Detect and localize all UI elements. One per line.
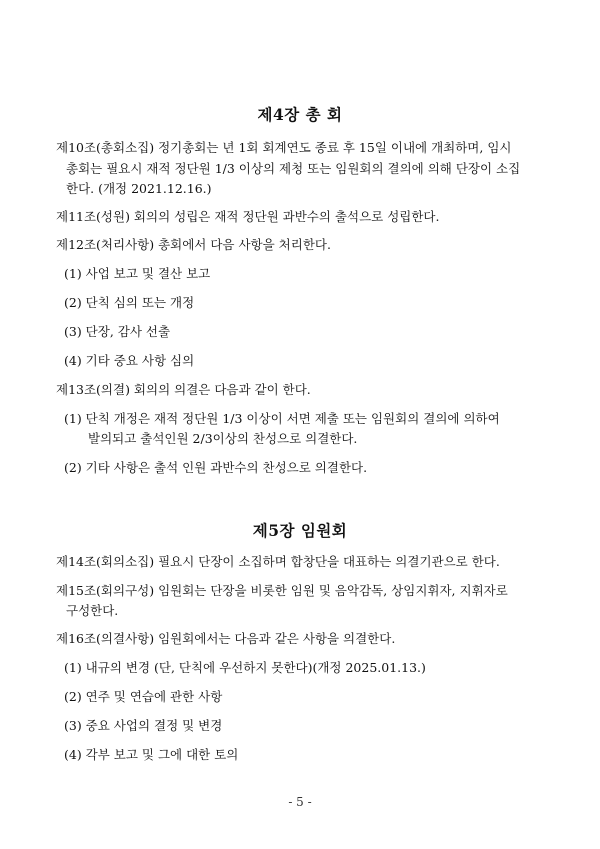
- article-12-item-3: (3) 단장, 감사 선출: [64, 324, 171, 339]
- article-16-item-1: (1) 내규의 변경 (단, 단칙에 우선하지 못한다)(개정 2025.01.13.): [64, 660, 426, 675]
- article-12-item-1: (1) 사업 보고 및 결산 보고: [64, 266, 211, 281]
- article-16-item-4: (4) 각부 보고 및 그에 대한 토의: [64, 747, 239, 762]
- article-12-item-4: (4) 기타 중요 사항 심의: [64, 353, 195, 368]
- article-12-item-2: (2) 단칙 심의 또는 개정: [64, 295, 195, 310]
- article-14: 제14조(회의소집) 필요시 단장이 소집하며 합창단을 대표하는 의결기관으로 한다.: [56, 554, 500, 569]
- article-16-item-2: (2) 연주 및 연습에 관한 사항: [64, 689, 223, 704]
- article-16-item-3: (3) 중요 사업의 결정 및 변경: [64, 718, 223, 733]
- article-13-item-1-line-2: 발의되고 출석인원 2/3이상의 찬성으로 의결한다.: [88, 431, 358, 446]
- article-13-item-1-line-1: (1) 단칙 개정은 재적 정단원 1/3 이상이 서면 제출 또는 임원회의 결의에 의하여: [64, 411, 500, 426]
- article-13: 제13조(의결) 회의의 의결은 다음과 같이 한다.: [56, 382, 311, 397]
- chapter-5-title: 제5장 임원회: [252, 521, 348, 540]
- article-12: 제12조(처리사항) 총회에서 다음 사항을 처리한다.: [56, 237, 331, 252]
- article-10-line-3: 한다. (개정 2021.12.16.): [66, 181, 212, 196]
- article-10-line-1: 제10조(총회소집) 정기총회는 년 1회 회계연도 종료 후 15일 이내에 개최하며, 임시: [56, 140, 512, 155]
- page-number: - 5 -: [288, 795, 312, 809]
- article-15-line-1: 제15조(회의구성) 임원회는 단장을 비롯한 임원 및 음악감독, 상임지휘자, 지휘자로: [56, 583, 508, 598]
- article-15-line-2: 구성한다.: [66, 603, 119, 618]
- chapter-4-title: 제4장 총 회: [257, 105, 343, 124]
- article-10-line-2: 총회는 필요시 재적 정단원 1/3 이상의 제청 또는 임원회의 결의에 의해 단장이 소집: [66, 161, 521, 176]
- article-16: 제16조(의결사항) 임원회에서는 다음과 같은 사항을 의결한다.: [56, 631, 396, 646]
- article-11: 제11조(성원) 회의의 성립은 재적 정단원 과반수의 출석으로 성립한다.: [56, 209, 440, 224]
- article-13-item-2: (2) 기타 사항은 출석 인원 과반수의 찬성으로 의결한다.: [64, 460, 368, 475]
